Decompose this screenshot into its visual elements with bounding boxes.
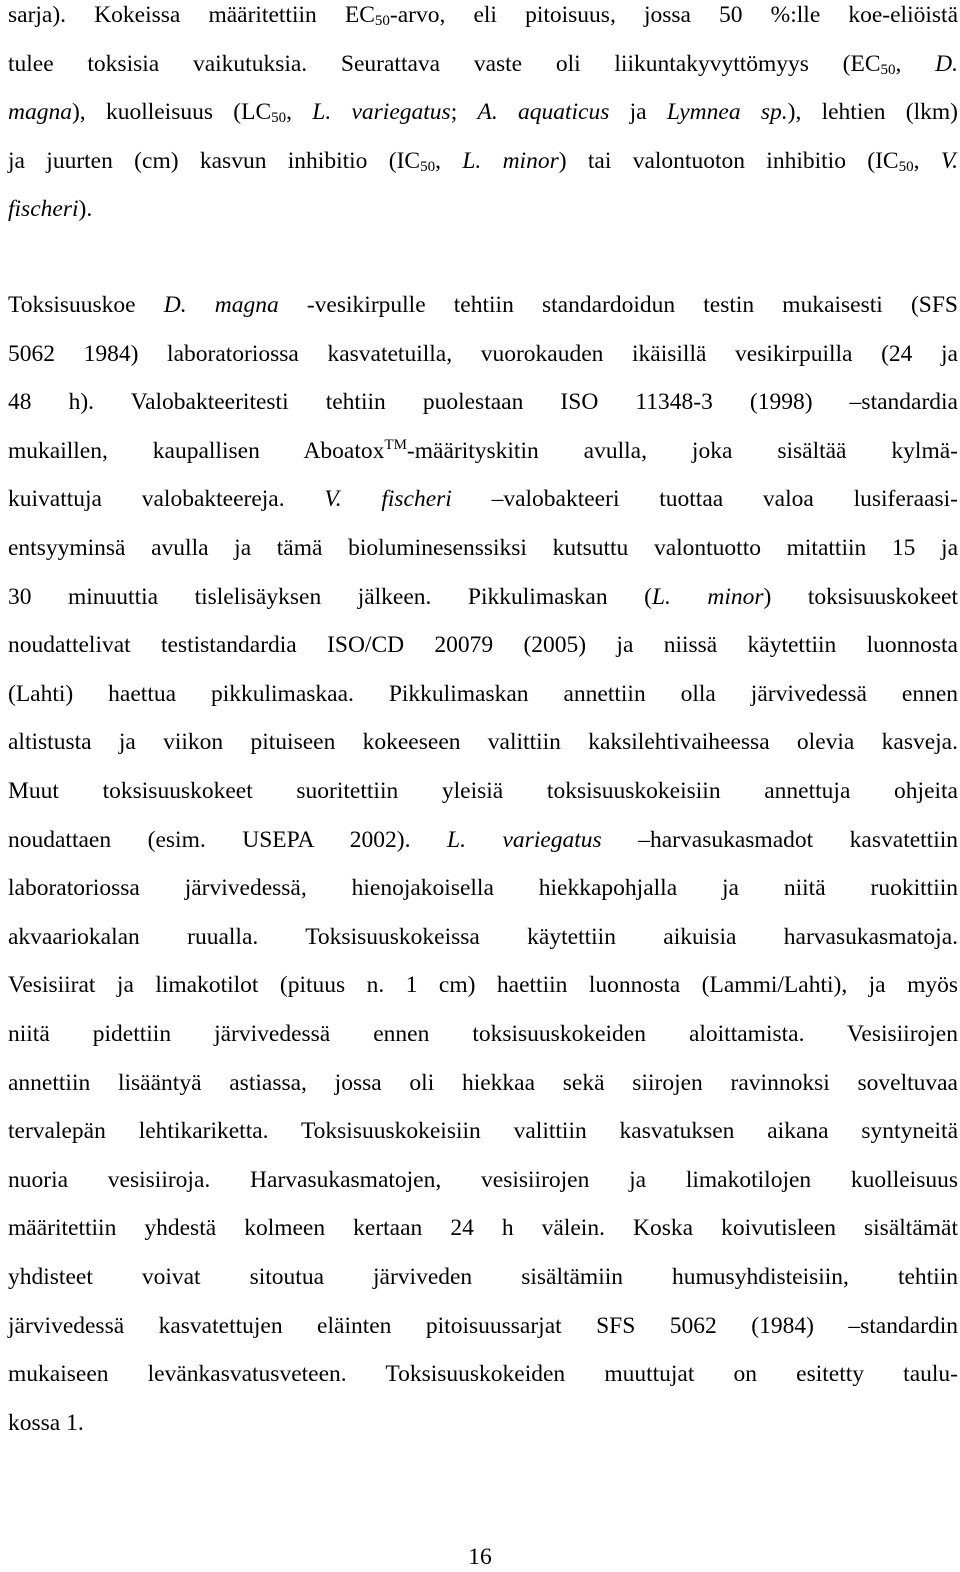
text-line: Vesisiirat ja limakotilot (pituus n. 1 cm) haettiin luonnosta (Lammi/Lahti), ja myös bbox=[8, 972, 958, 999]
text-line: Muut toksisuuskokeet suoritettiin yleisiä toksisuuskokeisiin annettuja ohjeita bbox=[8, 778, 958, 804]
text-line: noudattelivat testistandardia ISO/CD 20079 (2005) ja niissä käytettiin luonnosta bbox=[8, 632, 958, 659]
text-line: nuoria vesisiiroja. Harvasukasmatojen, vesisiirojen ja limakotilojen kuolleisuus bbox=[8, 1166, 958, 1193]
page-number: 16 bbox=[468, 1544, 492, 1570]
text-line: kossa 1. bbox=[8, 1409, 84, 1436]
text-line: noudattaen (esim. USEPA 2002). L. variegatus –harvasukasmadot kasvatettiin bbox=[8, 826, 959, 853]
text-line: yhdisteet voivat sitoutua järviveden sisältämiin humusyhdisteisiin, tehtiin bbox=[8, 1264, 958, 1290]
text-line: ja juurten (cm) kasvun inhibitio ($IC_{50}$, L. minor) tai valontuoton inhibitio ($IC_{50}$, V. bbox=[8, 147, 959, 175]
text-line: magna), kuolleisuus ($LC_{50}$, L. variegatus; A. aquaticus ja Lymnea sp.), lehtien (lkm) bbox=[8, 99, 959, 127]
text-line: annettiin lisääntyä astiassa, jossa oli hiekkaa sekä siirojen ravinnoksi soveltuvaa bbox=[8, 1069, 958, 1096]
text-line: laboratoriossa järvivedessä, hienojakoisella hiekkapohjalla ja niitä ruokittiin bbox=[8, 875, 958, 902]
text-line: kuivattuja valobakteereja. V. fischeri –valobakteeri tuottaa valoa lusiferaasi- bbox=[8, 486, 958, 513]
text-line: akvaariokalan ruualla. Toksisuuskokeissa käytettiin aikuisia harvasukasmatoja. bbox=[8, 923, 958, 950]
text-line: mukaiseen levänkasvatusveteen. Toksisuuskokeiden muuttujat on esitetty taulu- bbox=[8, 1361, 958, 1388]
text-line: järvivedessä kasvatettujen eläinten pitoisuussarjat SFS 5062 (1984) –standardin bbox=[8, 1312, 958, 1339]
text-line: määritettiin yhdestä kolmeen kertaan 24 h välein. Koska koivutisleen sisältämät bbox=[8, 1215, 958, 1242]
text-line: tulee toksisia vaikutuksia. Seurattava vaste oli liikuntakyvyttömyys ($EC_{50}$, D. bbox=[8, 50, 958, 78]
text-line: 5062 1984) laboratoriossa kasvatetuilla, vuorokauden ikäisillä vesikirpuilla (24 ja bbox=[8, 340, 958, 367]
text-line: (Lahti) haettua pikkulimaskaa. Pikkulimaskan annettiin olla järvivedessä ennen bbox=[8, 680, 958, 707]
text-line: Toksisuuskoe D. magna -vesikirpulle tehtiin standardoidun testin mukaisesti (SFS bbox=[8, 292, 958, 318]
text-line: fischeri). bbox=[8, 196, 93, 223]
text-line: entsyyminsä avulla ja tämä bioluminesenssiksi kutsuttu valontuotto mitattiin 15 ja bbox=[8, 535, 958, 561]
text-line: sarja). Kokeissa määritettiin $EC_{50}$-arvo, eli pitoisuus, jossa 50 %:lle koe-eliöistä bbox=[8, 2, 959, 29]
text-line: tervalepän lehtikariketta. Toksisuuskokeisiin valittiin kasvatuksen aikana syntyneitä bbox=[8, 1118, 958, 1145]
text-line: altistusta ja viikon pituiseen kokeeseen valittiin kaksilehtivaiheessa olevia kasveja. bbox=[8, 729, 958, 756]
text-line: 30 minuuttia tislelisäyksen jälkeen. Pikkulimaskan (L. minor) toksisuuskokeet bbox=[8, 583, 958, 610]
text-line: niitä pidettiin järvivedessä ennen toksisuuskokeiden aloittamista. Vesisiirojen bbox=[8, 1021, 958, 1047]
text-line: mukaillen, kaupallisen Aboatox™-määrityskitin avulla, joka sisältää kylmä- bbox=[8, 436, 958, 464]
text-line: 48 h). Valobakteeritesti tehtiin puolestaan ISO 11348-3 (1998) –standardia bbox=[8, 389, 958, 416]
